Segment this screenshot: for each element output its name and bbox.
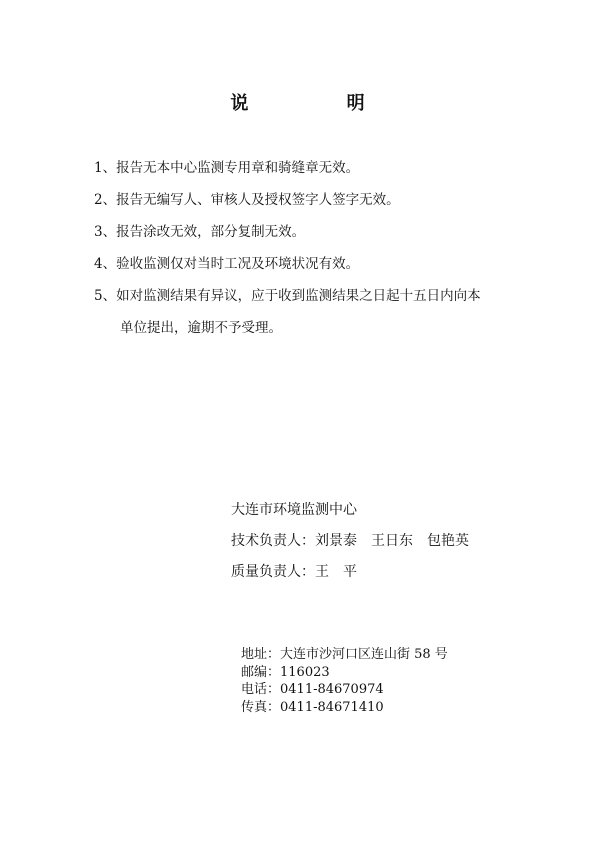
- page-title: 说 明: [230, 93, 411, 114]
- note-item: 3、报告涂改无效，部分复制无效。: [94, 224, 306, 240]
- notes-list: [94, 152, 534, 344]
- note-item-continuation: 单位提出，逾期不予受理。: [120, 320, 282, 336]
- note-item: 5、如对监测结果有异议，应于收到监测结果之日起十五日内向本: [94, 288, 481, 304]
- note-item: 4、验收监测仅对当时工况及环境状况有效。: [94, 256, 360, 272]
- address-line: 地址：大连市沙河口区连山街 58 号: [241, 647, 448, 662]
- note-item: 1、报告无本中心监测专用章和骑缝章无效。: [94, 160, 360, 176]
- postcode-line: 邮编：116023: [241, 664, 330, 680]
- fax-line: 传真：0411-84671410: [241, 699, 384, 715]
- technical-lead: 技术负责人：刘景泰 王日东 包艳英: [231, 533, 469, 549]
- organization-block: [231, 495, 469, 588]
- quality-lead: 质量负责人：王 平: [231, 564, 357, 580]
- phone-line: 电话：0411-84670974: [241, 682, 384, 697]
- organization-name: 大连市环境监测中心: [231, 502, 357, 518]
- note-item: 2、报告无编写人、审核人及授权签字人签字无效。: [94, 192, 400, 208]
- contact-block: [241, 646, 448, 716]
